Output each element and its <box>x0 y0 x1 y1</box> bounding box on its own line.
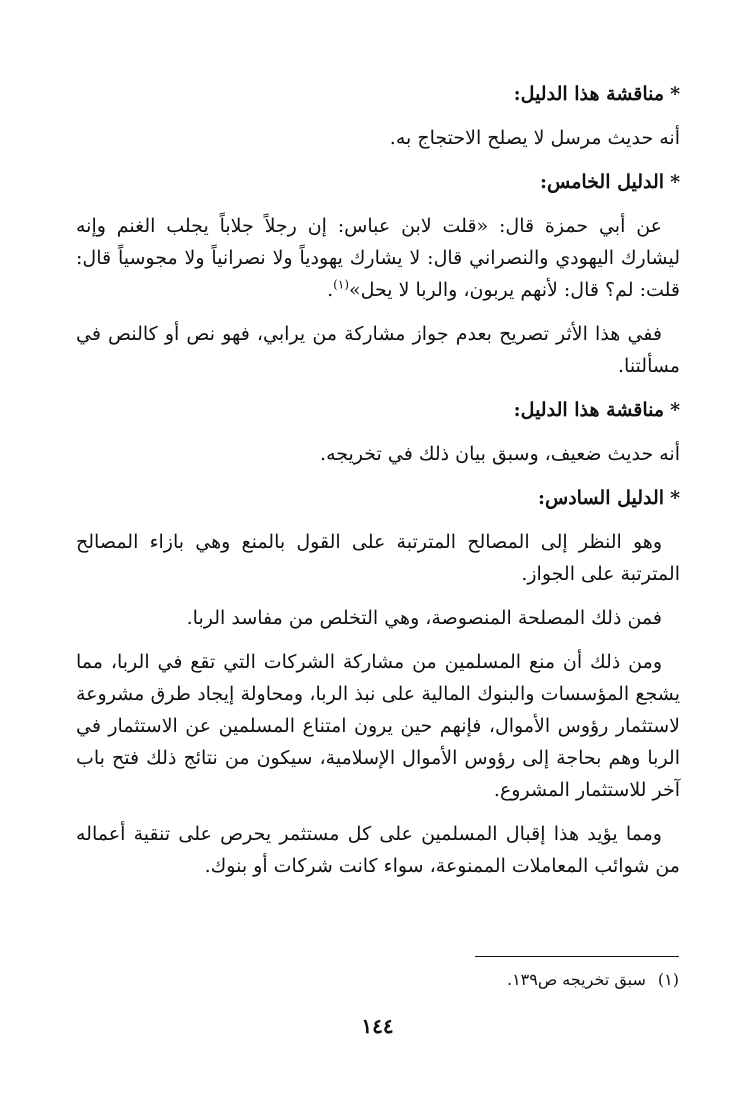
heading-text: مناقشة هذا الدليل: <box>513 399 665 421</box>
heading-text: مناقشة هذا الدليل: <box>513 83 665 105</box>
star-marker: * <box>670 487 680 509</box>
page-body <box>76 78 680 894</box>
paragraph: فمن ذلك المصلحة المنصوصة، وهي التخلص من مفاسد الربا. <box>186 607 662 629</box>
heading-text: الدليل الخامس: <box>539 171 665 193</box>
footnote-number: (١) <box>657 970 679 989</box>
star-marker: * <box>670 171 680 193</box>
star-marker: * <box>670 399 680 421</box>
star-marker: * <box>670 83 680 105</box>
footnote-reference[interactable]: (١) <box>333 277 349 292</box>
paragraph <box>76 210 680 306</box>
paragraph-text: عن أبي حمزة قال: «قلت لابن عباس: إن رجلاً جلاباً يجلب الغنم وإنه ليشارك اليهودي والنصراني قال: لا يشارك يهودياً ولا نصرانياً ولا مجوسياً قال: قلت: لم؟ قال: لأنهم يربون، والربا لا يحل» <box>76 215 680 301</box>
section-heading <box>76 166 680 198</box>
page-number: ١٤٤ <box>361 1014 394 1038</box>
section-heading <box>76 78 680 110</box>
heading-text: الدليل السادس: <box>538 487 665 509</box>
paragraph-tail: . <box>327 279 334 301</box>
paragraph: ففي هذا الأثر تصريح بعدم جواز مشاركة من يرابي، فهو نص أو كالنص في مسألتنا. <box>76 323 680 377</box>
paragraph: ومن ذلك أن منع المسلمين من مشاركة الشركات التي تقع في الربا، مما يشجع المؤسسات والبنوك المالية على نبذ الربا، ومحاولة إيجاد طرق مشروعة لاستثمار رؤوس الأموال، فإنهم حين يرون امتناع المسلمين عن الاستثمار في الربا وهم بحاجة إلى رؤوس الأموال الإسلامية، سيكون من نتائج ذلك فتح باب آخر للاستثمار المشروع. <box>76 651 680 801</box>
paragraph: أنه حديث مرسل لا يصلح الاحتجاج به. <box>389 127 680 149</box>
footnote-text: سبق تخريجه ص١٣٩. <box>506 970 646 989</box>
section-heading <box>76 482 680 514</box>
footnote <box>75 968 679 992</box>
section-heading <box>76 394 680 426</box>
paragraph: ومما يؤيد هذا إقبال المسلمين على كل مستثمر يحرص على تنقية أعماله من شوائب المعاملات الممنوعة، سواء كانت شركات أو بنوك. <box>76 823 680 877</box>
paragraph: أنه حديث ضعيف، وسبق بيان ذلك في تخريجه. <box>320 443 680 465</box>
footnote-divider <box>475 956 679 957</box>
paragraph: وهو النظر إلى المصالح المترتبة على القول بالمنع وهي بازاء المصالح المترتبة على الجواز. <box>76 531 680 585</box>
